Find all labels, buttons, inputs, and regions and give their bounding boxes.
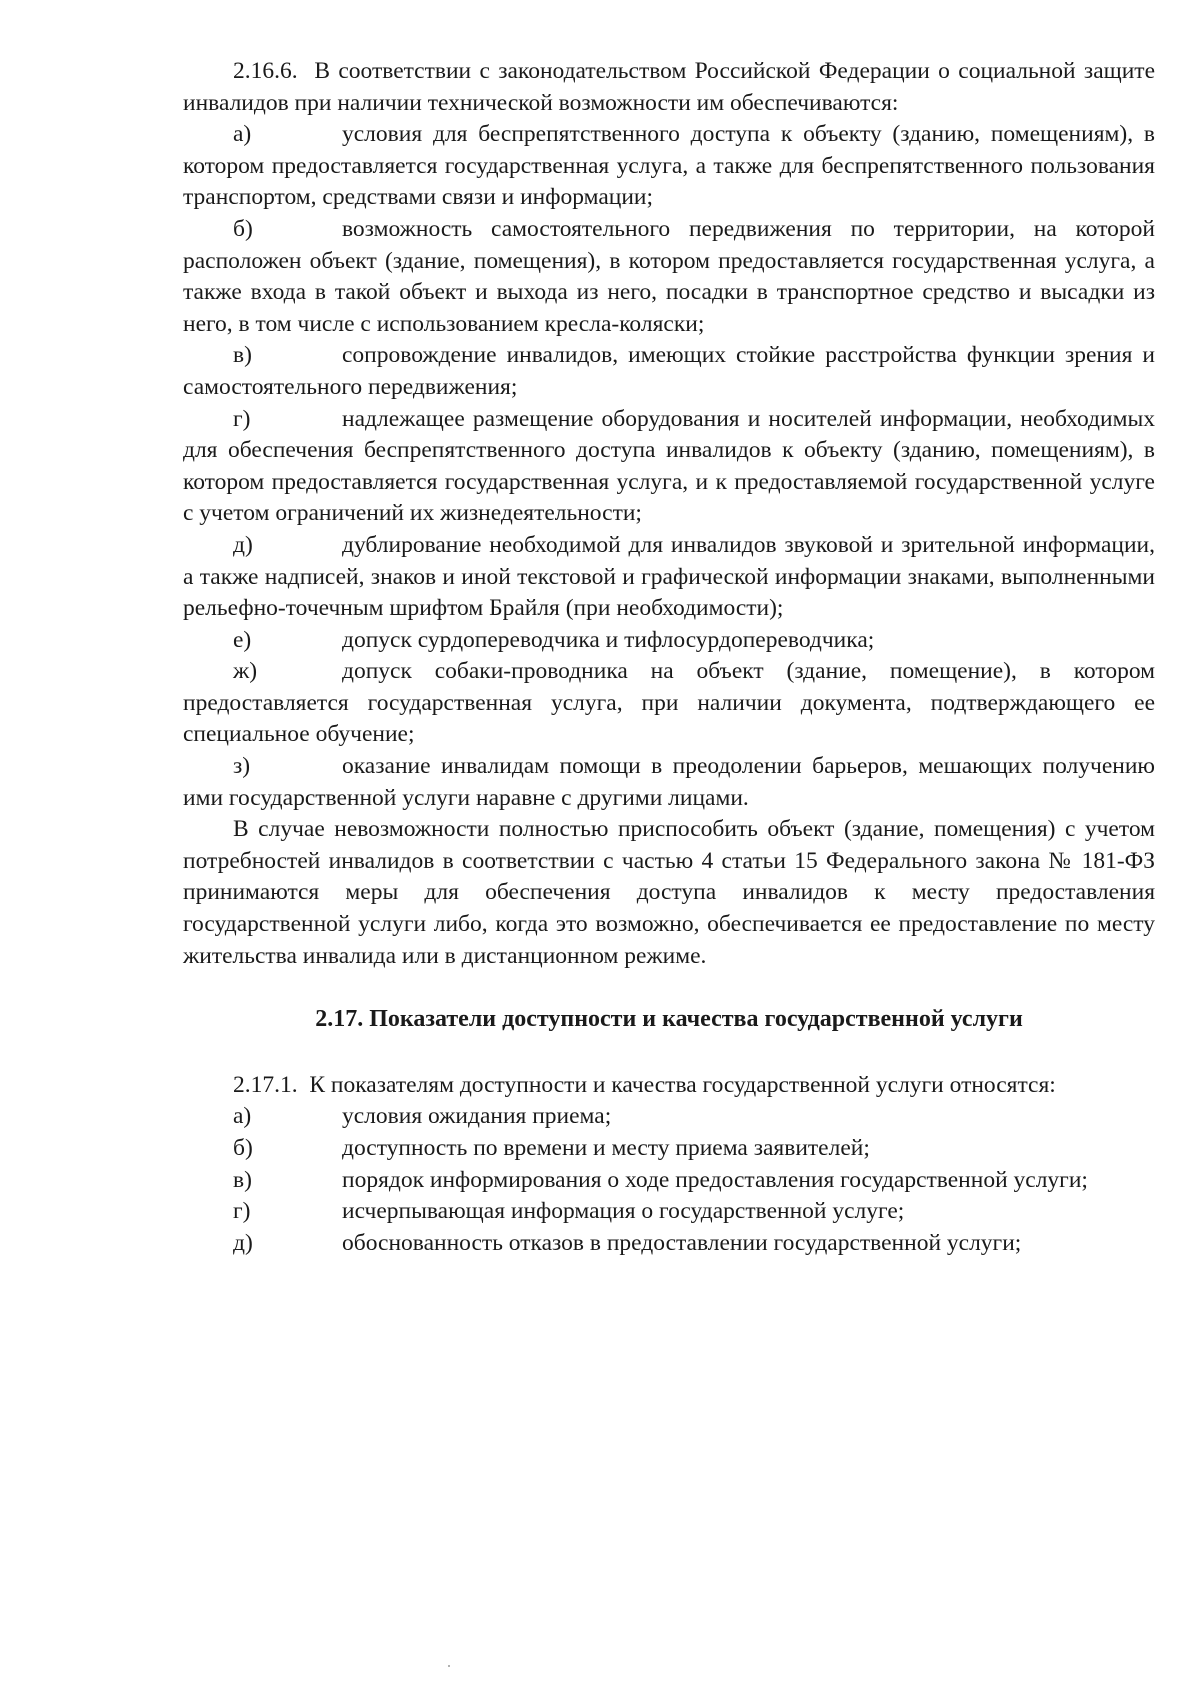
section-heading: 2.17. Показатели доступности и качества государственной услуги: [315, 1006, 1023, 1033]
list-marker: д): [233, 1229, 253, 1256]
list-item-text: допуск сурдопереводчика и тифлосурдопереводчика;: [342, 626, 875, 653]
list-item: [183, 1228, 1155, 1260]
list-marker: в): [233, 1166, 252, 1193]
list-item-text: доступность по времени и месту приема заявителей;: [342, 1135, 870, 1161]
scan-speck: [448, 1665, 450, 1667]
list-item-text: надлежащее размещение оборудования и носителей информации, необходимых для обеспечения беспрепятственного доступа инвалидов к объекту (зданию, помещениям), в котором предоставляется государственная услуга, и к предоставляемой государственной услуге с учетом ограничений их жизнедеятельности;: [183, 405, 1155, 527]
list-item-text: сопровождение инвалидов, имеющих стойкие расстройства функции зрения и самостоятельного передвижения;: [183, 342, 1155, 400]
list-item: [183, 119, 1155, 214]
list-item: [183, 625, 1155, 657]
list-marker: г): [233, 1198, 251, 1225]
document-page: [183, 56, 1155, 1259]
list-marker: з): [233, 753, 251, 780]
list-item: [183, 1165, 1155, 1197]
list-item: [183, 1196, 1155, 1228]
list-marker: а): [233, 1103, 252, 1130]
list-item-text: допуск собаки-проводника на объект (здание, помещение), в котором предоставляется государственная услуга, при наличии документа, подтверждающего ее специальное обучение;: [183, 658, 1155, 748]
clause-text: К показателям доступности и качества государственной услуги относятся:: [309, 1071, 1056, 1098]
list-marker: д): [233, 531, 253, 558]
list-item-text: дублирование необходимой для инвалидов звуковой и зрительной информации, а также надписей, знаков и иной текстовой и графической информации знаками, выполненными рельефно-точечным шрифтом Брайля (при необходимости);: [183, 531, 1155, 622]
clause-text: В соответствии с законодательством Российской Федерации о социальной защите инвалидов при наличии технической возможности им обеспечиваются:: [183, 58, 1156, 116]
clause-number: 2.16.6.: [233, 58, 298, 84]
list-item: [183, 751, 1155, 814]
paragraph-2-17-1-intro: [183, 1070, 1155, 1102]
list-marker: а): [233, 121, 252, 148]
list-item: [183, 214, 1155, 340]
list-item: [183, 340, 1155, 403]
paragraph-2-16-6-intro: [183, 56, 1155, 119]
list-item-text: обоснованность отказов в предоставлении государственной услуги;: [342, 1229, 1022, 1256]
list-item-text: условия для беспрепятственного доступа к объекту (зданию, помещениям), в котором предоставляется государственная услуга, а также для беспрепятственного пользования транспортом, средствами связи и информации;: [183, 121, 1155, 211]
list-marker: ж): [233, 658, 258, 685]
list-item: [183, 530, 1155, 625]
list-item-text: оказание инвалидам помощи в преодолении барьеров, мешающих получению ими государственной услуги наравне с другими лицами.: [183, 753, 1155, 811]
list-marker: г): [233, 405, 251, 432]
list-item: [183, 1101, 1155, 1133]
paragraph-2-16-6-closing: В случае невозможности полностью приспособить объект (здание, помещения) с учетом потребностей инвалидов в соответствии с частью 4 статьи 15 Федерального закона № 181-ФЗ принимаются меры для обеспечения доступа инвалидов к месту предоставления государственной услуги либо, когда это возможно, обеспечивается ее предоставление по месту жительства инвалида или в дистанционном режиме.: [183, 816, 1155, 969]
list-marker: в): [233, 342, 252, 369]
list-marker: б): [233, 1135, 253, 1161]
list-item-text: возможность самостоятельного передвижения по территории, на которой расположен объект (здание, помещения), в котором предоставляется государственная услуга, а также входа в такой объект и выхода из него, посадки в транспортное средство и высадки из него, в том числе с использованием кресла-коляски;: [183, 215, 1155, 337]
list-item: [183, 404, 1155, 530]
list-item-text: условия ожидания приема;: [342, 1103, 612, 1130]
clause-number: 2.17.1.: [233, 1071, 298, 1098]
list-item-text: исчерпывающая информация о государственной услуге;: [342, 1198, 905, 1225]
list-marker: е): [233, 626, 252, 653]
list-item: [183, 656, 1155, 751]
list-item-text: порядок информирования о ходе предоставления государственной услуги;: [342, 1166, 1088, 1193]
list-item: [183, 1133, 1155, 1165]
list-marker: б): [233, 215, 253, 242]
